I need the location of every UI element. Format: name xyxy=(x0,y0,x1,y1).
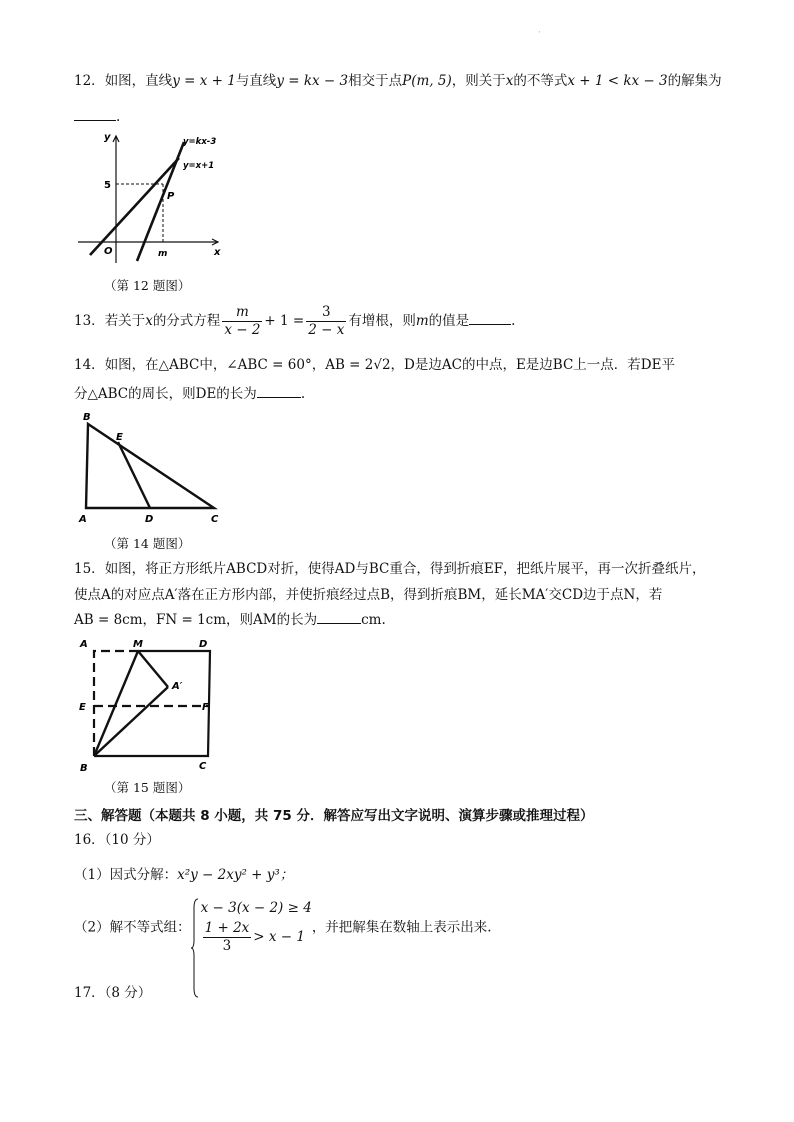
q13-number: 13． xyxy=(74,313,105,329)
q16-part2-tail: ，并把解集在数轴上表示出来. xyxy=(311,919,492,936)
q15-blank xyxy=(317,609,361,624)
q12-end: . xyxy=(116,109,121,125)
q12-text: ，则关于 xyxy=(451,73,506,89)
q16-part1-label: （1）因式分解： xyxy=(74,867,178,883)
q12-point: P(m, 5) xyxy=(402,73,452,89)
q14-blank xyxy=(257,383,301,398)
label-c: C xyxy=(211,514,219,525)
system-line-1: x − 3(x − 2) ≥ 4 xyxy=(200,900,312,916)
label-b: B xyxy=(80,763,88,774)
fraction-numerator: 1 + 2x xyxy=(204,920,250,936)
q16-part2-label: （2）解不等式组： xyxy=(74,919,191,936)
system-line-2 xyxy=(201,920,312,955)
corner-mark: · xyxy=(538,28,541,38)
label-line2: y=x+1 xyxy=(183,161,215,171)
question-15-line-2 xyxy=(74,582,724,609)
system-fraction xyxy=(203,920,252,955)
label-e: E xyxy=(79,702,86,713)
q13-end: . xyxy=(511,313,516,329)
segment-de xyxy=(118,442,150,508)
q13-text: 的分式方程 xyxy=(152,313,221,329)
q15-text: AB = 8cm，FN = 1cm，则AM的长为 xyxy=(74,612,318,628)
label-a-prime: A′ xyxy=(172,681,183,692)
q16-part1-expression: x²y − 2xy² + y³； xyxy=(177,867,294,883)
segment-ma xyxy=(138,651,168,687)
label-x: x xyxy=(214,247,221,258)
question-13 xyxy=(74,302,724,340)
label-y: y xyxy=(104,132,111,143)
label-a: A xyxy=(80,639,88,650)
q12-text: 的解集为 xyxy=(667,73,722,89)
question-15-line-3 xyxy=(74,607,724,634)
label-m: M xyxy=(133,639,143,650)
q14-number: 14． xyxy=(74,357,105,373)
q13-var-m: m xyxy=(415,313,429,329)
label-e: E xyxy=(116,432,123,443)
q12-answer-line xyxy=(74,106,120,127)
line-y-kx-minus-3 xyxy=(137,142,184,261)
triangle-abc xyxy=(86,424,214,508)
q16-part-2 xyxy=(74,896,724,955)
label-line1: y=kx-3 xyxy=(183,137,217,147)
label-f: F xyxy=(202,702,209,713)
inequality-system xyxy=(191,896,312,955)
label-m: m xyxy=(158,249,168,259)
label-c: C xyxy=(199,761,207,772)
q15-number: 15． xyxy=(74,561,105,577)
q12-text: 的不等式 xyxy=(513,73,568,89)
q15-caption: （第 15 题图） xyxy=(104,780,191,795)
question-15 xyxy=(74,556,724,583)
q17-number: 17．（8 分） xyxy=(74,985,152,1001)
segment-bm xyxy=(94,651,138,756)
q12-figure xyxy=(74,128,234,268)
q12-caption: （第 12 题图） xyxy=(104,278,191,293)
fraction-denominator: 2 − x xyxy=(308,322,345,338)
q13-var: x xyxy=(145,313,153,329)
q13-blank xyxy=(469,310,511,325)
q13-text: 的值是 xyxy=(428,313,470,329)
q14-caption: （第 14 题图） xyxy=(104,536,191,551)
q13-plus-one: + 1 = xyxy=(264,313,305,329)
segment-ba xyxy=(94,687,168,756)
q15-text: 使点A的对应点A′落在正方形内部，并使折痕经过点B，得到折痕BM，延长MA′交CD边于点N，若 xyxy=(74,587,663,603)
system-line-2-rest: > x − 1 xyxy=(253,929,305,945)
q15-text: 如图，将正方形纸片ABCD对折，使得AD与BC重合，得到折痕EF，把纸片展平，再一次折叠纸片， xyxy=(104,561,706,577)
question-14 xyxy=(74,352,724,379)
fraction-numerator: m xyxy=(222,304,262,322)
q13-fraction-2 xyxy=(306,304,346,339)
fraction-numerator: 3 xyxy=(306,304,346,322)
q12-text: 相交于点 xyxy=(348,73,403,89)
label-d: D xyxy=(145,514,154,525)
q15-figure xyxy=(74,632,234,774)
section-3-heading: 三、解答题（本题共 8 小题，共 75 分．解答应写出文字说明、演算步骤或推理过程） xyxy=(74,808,594,824)
line-y-x-plus-1 xyxy=(90,158,179,255)
q12-text: 如图，直线 xyxy=(104,73,173,89)
q14-text: 如图，在△ABC中，∠ABC = 60°，AB = 2√2，D是边AC的中点，E是边BC上一点．若DE平 xyxy=(104,357,675,373)
label-5: 5 xyxy=(104,180,111,191)
q13-fraction-1 xyxy=(222,304,262,339)
label-origin: O xyxy=(104,246,113,257)
q12-var: x xyxy=(505,73,514,89)
q13-text: 有增根，则 xyxy=(348,313,416,329)
label-b: B xyxy=(83,412,91,423)
q16-part-1 xyxy=(74,862,724,889)
q12-eq2: y = kx − 3 xyxy=(276,73,349,89)
q14-text: 分△ABC的周长，则DE的长为 xyxy=(74,386,257,402)
fraction-denominator: 3 xyxy=(222,938,232,954)
label-d: D xyxy=(199,639,208,650)
label-p: P xyxy=(167,191,175,202)
q14-figure xyxy=(74,408,234,530)
q12-inequality: x + 1 < kx − 3 xyxy=(567,73,668,89)
fraction-denominator: x − 2 xyxy=(224,322,261,338)
q16-number: 16．（10 分） xyxy=(74,832,160,848)
label-a: A xyxy=(79,514,87,525)
q12-eq1: y = x + 1 xyxy=(172,73,236,89)
question-12 xyxy=(74,68,724,95)
q15-unit: cm. xyxy=(361,612,386,628)
q12-blank xyxy=(74,106,116,121)
question-14-line-2 xyxy=(74,381,724,408)
q12-number: 12． xyxy=(74,73,105,89)
q12-text: 与直线 xyxy=(235,73,277,89)
q13-text: 若关于 xyxy=(104,313,146,329)
q14-end: . xyxy=(300,386,306,402)
